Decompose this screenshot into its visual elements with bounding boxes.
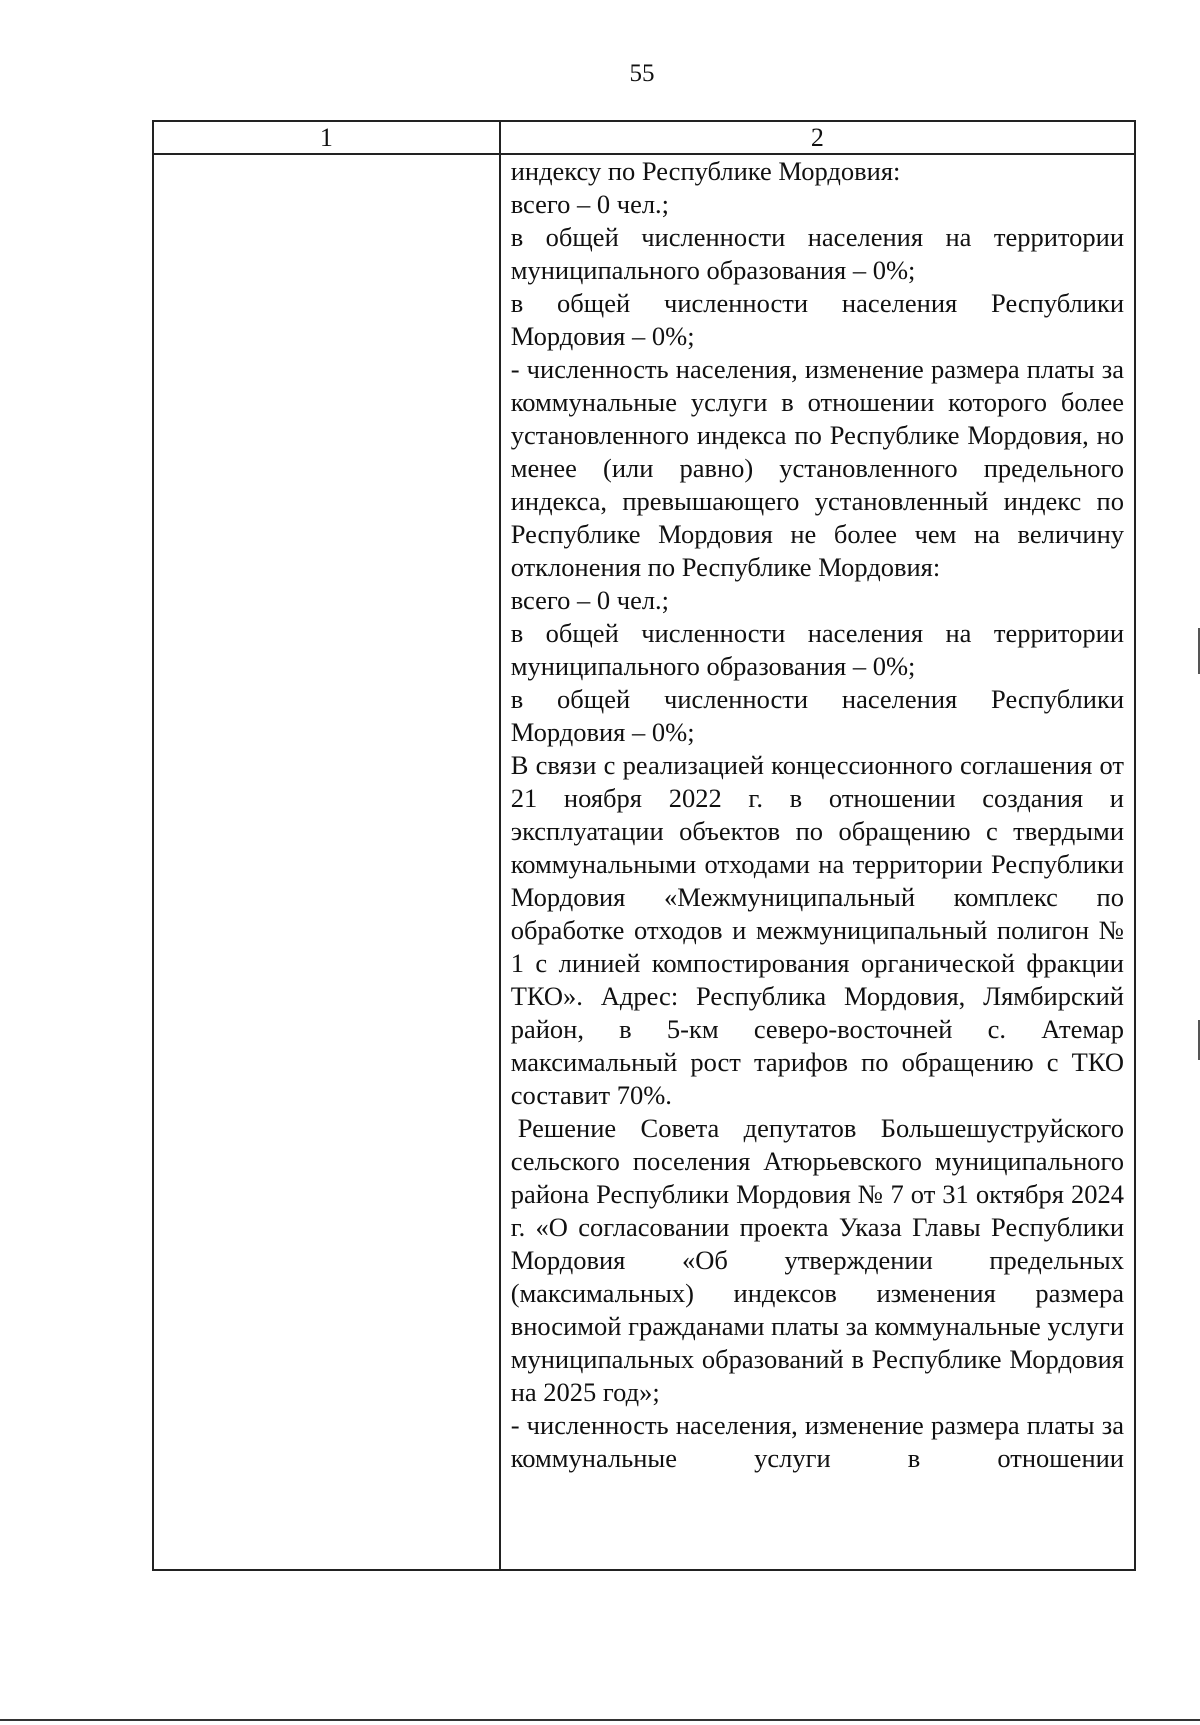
column-2-cell [500,154,1135,1570]
paragraph-republic-share-2: в общей численности населения Республики Мордовия – 0%; [510,684,1124,747]
paragraph-council-decision: Решение Совета депутатов Большешуструйского сельского поселения Атюрьевского муниципального района Республики Мордовия № 7 от 31 октября 2024 г. «О согласовании проекта Указа Главы Республики Мордовия «Об утверждении предельных (максимальных) индексов изменения размера вносимой гражданами платы за коммунальные услуги муниципальных образований в Республике Мордовия на 2025 год»; [510,1113,1124,1407]
paragraph-republic-share-1: в общей численности населения Республики Мордовия – 0%; [510,288,1124,351]
paragraph-concession-agreement: В связи с реализацией концессионного соглашения от 21 ноября 2022 г. в отношении создания и эксплуатации объектов по обращению с твердыми коммунальными отходами на территории Республики Мордовия «Межмуниципальный комплекс по обработке отходов и межмуниципальный полигон № 1 с линией компостирования органической фракции ТКО». Адрес: Республика Мордовия, Лямбирский район, в 5-км северо-восточней с. Атемар максимальный рост тарифов по обращению с ТКО составит 70%. [510,750,1124,1110]
paragraph-municipal-share-2: в общей численности населения на территории муниципального образования – 0%; [510,618,1124,681]
table-header-row [153,121,1135,154]
paragraph-population-deviation: - численность населения, изменение размера платы за коммунальные услуги в отношении которого более установленного индекса по Республике Мордовия, но менее (или равно) установленного предельного индекса, превышающего установленный индекс по Республике Мордовия не более чем на величину отклонения по Республике Мордовия: [510,354,1124,582]
paragraph-total-1: всего – 0 чел.; [510,189,670,219]
document-table [152,120,1136,1571]
paragraph-total-2: всего – 0 чел.; [510,585,670,615]
column-1-cell [153,154,500,1570]
table-row [153,154,1135,1570]
page-number: 55 [629,60,655,87]
column-header-1: 1 [153,121,500,154]
paragraph-municipal-share-1: в общей численности населения на территории муниципального образования – 0%; [510,222,1124,285]
paragraph-population-continued: - численность населения, изменение размера платы за коммунальные услуги в отношении [510,1410,1124,1473]
scan-bottom-line [0,1719,1200,1721]
paragraph-index-continuation: индексу по Республике Мордовия: [510,156,901,186]
cell-text-block [501,155,1134,1569]
column-header-2: 2 [500,121,1135,154]
